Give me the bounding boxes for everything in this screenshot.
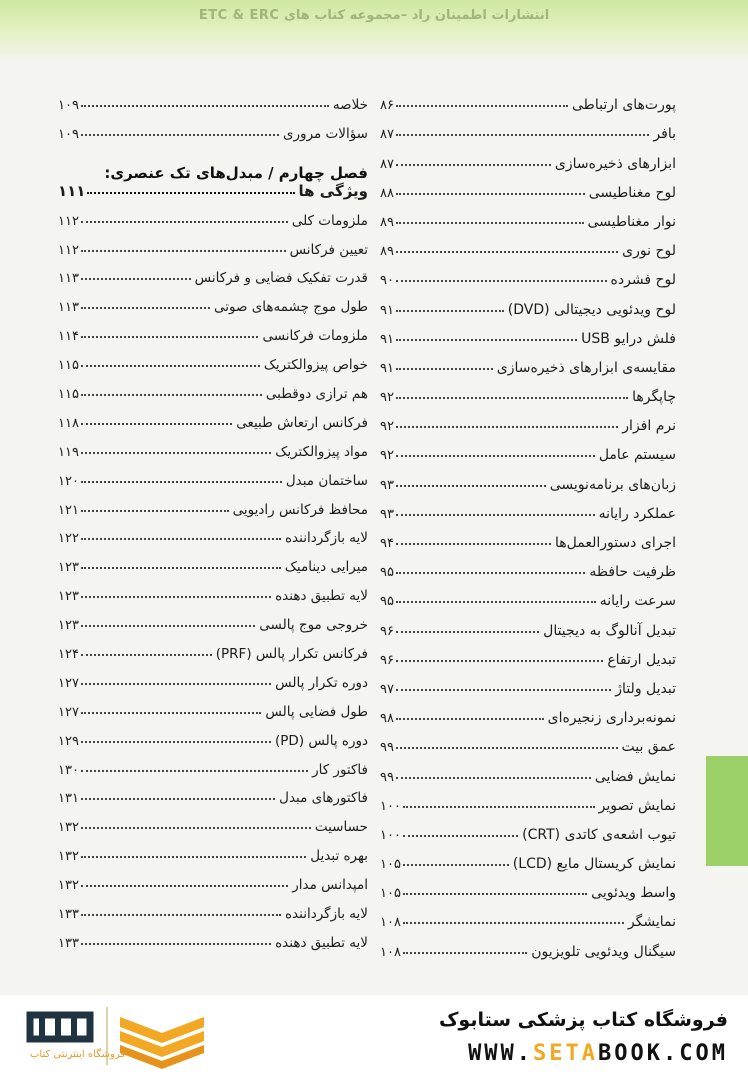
dot-leader: [396, 485, 546, 487]
toc-entry-page: ۹۰: [380, 273, 394, 289]
toc-entry-page: ۸۷: [380, 127, 394, 143]
toc-entry-page: ۸۸: [380, 185, 394, 201]
toc-entry: [380, 434, 676, 463]
toc-entry: [58, 662, 368, 691]
toc-entry-page: ۹۱: [380, 331, 394, 347]
toc-entry-page: ۱۳۱: [58, 791, 79, 807]
toc-entry-title: هم ترازی دوقطبی: [265, 386, 368, 403]
toc-entry-title: فاکتور کار: [312, 761, 368, 778]
toc-entry-title: عملکرد رایانه: [598, 505, 676, 522]
toc-entry: [380, 609, 676, 638]
url-suffix: BOOK.COM: [598, 1041, 728, 1066]
toc-entry: [380, 522, 676, 551]
dot-leader: [403, 893, 587, 895]
toc-entry-page: ۹۶: [380, 652, 394, 668]
toc-entry-page: ۱۱۳: [58, 271, 79, 287]
toc-entry-page: ۱۳۲: [58, 849, 79, 865]
dot-leader: [81, 510, 229, 512]
toc-entry: [380, 697, 676, 726]
dot-leader: [396, 631, 539, 633]
dot-leader: [81, 770, 308, 772]
toc-entry-title: لوح نوری: [622, 243, 676, 260]
toc-left-column: [58, 84, 368, 951]
toc-entry-page: ۸۷: [380, 156, 394, 172]
toc-entry: [58, 633, 368, 662]
toc-entry-title: میرایی دینامیک: [284, 559, 368, 576]
toc-entry: [58, 431, 368, 460]
toc-entry: [380, 726, 676, 755]
toc-entry-page: ۸۹: [380, 244, 394, 260]
toc-entry-title: عمق بیت: [621, 739, 676, 756]
toc-entry-title: خروجی موج پالسی: [259, 617, 368, 634]
toc-entry-title: نمونه‌برداری زنجیره‌ای: [547, 710, 676, 727]
toc-entry: [58, 229, 368, 258]
toc-entry-page: ۱۳۲: [58, 878, 79, 894]
toc-entry-title: محافظ فرکانس رادیویی: [232, 501, 368, 518]
toc-entry: [58, 806, 368, 835]
toc-entry-page: ۱۱۸: [58, 415, 79, 431]
toc-entry-page: ۱۰۵: [380, 886, 401, 902]
toc-entry-page: ۱۱۴: [58, 329, 79, 345]
dot-leader: [396, 718, 544, 720]
toc-entry: [380, 551, 676, 580]
chapter-side-tab: [706, 756, 748, 866]
dot-leader: [81, 741, 271, 743]
dot-leader: [81, 105, 329, 107]
dot-leader: [396, 280, 607, 282]
toc-entry-page: ۹۴: [380, 536, 394, 551]
toc-entry: [380, 785, 676, 814]
toc-entry: [58, 922, 368, 951]
toc-entry-page: ۱۲۷: [58, 675, 79, 691]
toc-entry: [58, 518, 368, 547]
header-title: انتشارات اطمینان راد –مجموعه کتاب های ETC & ERC: [198, 8, 550, 23]
toc-entry-title: تبدیل آنالوگ به دیجیتال: [543, 622, 676, 639]
toc-entry-title: نمایش فضایی: [594, 768, 676, 785]
chapter-title-line1: فصل چهارم / مبدل‌های تک عنصری:: [104, 163, 368, 182]
toc-entry-title: ملزومات کلی: [291, 212, 368, 229]
dot-leader: [81, 336, 259, 338]
dot-leader: [396, 397, 628, 399]
dot-leader: [81, 221, 288, 223]
dot-leader: [396, 514, 595, 516]
dot-leader: [81, 596, 271, 598]
toc-entry: [58, 691, 368, 720]
toc-entry: [380, 814, 676, 843]
toc-entry-page: ۹۹: [380, 740, 394, 756]
dot-leader: [81, 943, 271, 945]
toc-entry-title: نمایش کریستال مایع (LCD): [512, 856, 676, 873]
dot-leader: [81, 423, 232, 425]
toc-entry: [58, 402, 368, 431]
toc-entry-title: نوار مغناطیسی: [587, 213, 676, 230]
toc-entry: [58, 286, 368, 315]
toc-entry: [58, 373, 368, 402]
toc-entry: [58, 258, 368, 287]
toc-entry-title: تعیین فرکانس: [289, 241, 368, 258]
toc-entry-title: سیستم عامل: [598, 447, 676, 464]
toc-entry-title: واسط ویدئویی: [591, 885, 676, 902]
toc-entry-title: ساختمان مبدل: [285, 472, 368, 489]
toc-entry-page: ۱۳۲: [58, 820, 79, 836]
toc-entry: [380, 142, 676, 171]
dot-leader: [81, 856, 306, 858]
toc-entry-title: چاپگرها: [632, 389, 676, 406]
dot-leader: [81, 365, 260, 367]
dot-leader: [396, 222, 584, 224]
dot-leader: [396, 572, 585, 574]
toc-entry-title: اجرای دستورالعمل‌ها: [554, 535, 676, 551]
toc-entry-title: نرم افزار: [622, 418, 676, 435]
toc-entry-page: ۱۰۸: [380, 915, 401, 931]
toc-entry: [380, 201, 676, 230]
chapter-title-line2: ویژگی ها: [298, 181, 368, 200]
toc-entry: [58, 893, 368, 922]
dot-leader: [396, 747, 618, 749]
toc-entry-page: ۱۱۵: [58, 387, 79, 403]
footer-banner: [0, 995, 748, 1079]
toc-entry-page: ۱۲۴: [58, 647, 79, 663]
dot-leader: [81, 625, 255, 627]
dot-leader: [403, 864, 509, 866]
toc-entry: [58, 315, 368, 344]
dot-leader: [81, 683, 271, 685]
dot-leader: [396, 134, 649, 136]
dot-leader: [81, 885, 288, 887]
toc-entry-page: ۱۲۷: [58, 704, 79, 720]
toc-entry: [380, 318, 676, 347]
dot-leader: [396, 601, 596, 603]
dot-leader: [81, 307, 210, 309]
dot-leader: [396, 689, 611, 691]
toc-entry-page: ۹۵: [380, 594, 394, 610]
toc-entry-page: ۱۰۹: [58, 97, 79, 113]
dot-leader: [81, 798, 275, 800]
toc-entry: [380, 84, 676, 113]
toc-entry-page: ۹۶: [380, 623, 394, 639]
toc-entry: [58, 546, 368, 575]
toc-entry: [58, 835, 368, 864]
toc-entry-title: نمایش تصویر: [598, 797, 676, 814]
toc-entry: [58, 749, 368, 778]
toc-entry: [380, 347, 676, 376]
dot-leader: [81, 134, 279, 136]
toc-entry: [58, 575, 368, 604]
toc-entry: [380, 463, 676, 492]
toc-entry: [380, 668, 676, 697]
toc-entry-title: امپدانس مدار: [292, 877, 368, 894]
dot-leader: [403, 922, 624, 924]
toc-entry-title: طول موج چشمه‌های صوتی: [214, 299, 368, 316]
toc-entry-title: فاکتورهای مبدل: [279, 790, 368, 807]
dot-leader: [396, 193, 585, 195]
toc-entry: [380, 405, 676, 434]
dot-leader: [81, 394, 262, 396]
dot-leader: [81, 567, 281, 569]
toc-entry-title: لایه بازگرداننده: [284, 906, 368, 923]
toc-entry: [58, 200, 368, 229]
toc-entry-title: بهره تبدیل: [310, 848, 368, 865]
toc-entry-title: سرعت رایانه: [599, 593, 676, 610]
toc-entry: [380, 259, 676, 288]
toc-entry: [58, 720, 368, 749]
toc-entry-title: فلش درایو USB: [581, 330, 676, 347]
chapter-page-number: ۱۱۱: [58, 181, 86, 200]
dot-leader: [396, 105, 568, 107]
toc-entry-title: ظرفیت حافظه: [589, 564, 676, 581]
toc-entry-title: بافر: [653, 126, 676, 143]
dot-leader: [396, 660, 603, 662]
toc-entry: [58, 84, 368, 113]
toc-entry-title: تیوب اشعه‌ی کاتدی (CRT): [522, 826, 676, 843]
page-header-band: [0, 0, 748, 62]
toc-entry-page: ۹۳: [380, 477, 394, 493]
toc-entry-page: ۹۵: [380, 565, 394, 581]
toc-entry: [380, 639, 676, 668]
toc-entry-page: ۱۳۰: [58, 762, 79, 778]
toc-entry: [380, 872, 676, 901]
toc-entry: [380, 172, 676, 201]
toc-entry-title: سیگنال ویدئویی تلویزیون: [531, 943, 676, 960]
toc-entry: [380, 376, 676, 405]
toc-right-column: [380, 84, 676, 960]
dot-leader: [396, 339, 577, 341]
shop-url[interactable]: [468, 1041, 728, 1066]
toc-entry-page: ۱۰۸: [380, 944, 401, 960]
dot-leader: [396, 543, 551, 545]
toc-entry-page: ۹۹: [380, 769, 394, 785]
toc-entry: [58, 864, 368, 893]
toc-entry: [380, 755, 676, 784]
toc-entry-title: لوح فشرده: [610, 272, 676, 289]
toc-entry-page: ۹۸: [380, 711, 394, 727]
dot-leader: [396, 777, 591, 779]
toc-entry-page: ۱۲۳: [58, 589, 79, 605]
chapter-heading: [58, 142, 368, 200]
toc-entry-page: ۱۲۲: [58, 531, 79, 547]
toc-entry-title: تبدیل ارتفاع: [607, 651, 676, 668]
toc-entry-page: ۱۲۰: [58, 473, 79, 489]
dot-leader: [81, 712, 261, 714]
dot-leader: [403, 952, 527, 954]
toc-entry-title: سؤالات مروری: [282, 125, 368, 142]
toc-entry: [58, 489, 368, 518]
dot-leader: [396, 251, 618, 253]
dot-leader: [403, 806, 595, 808]
toc-entry-title: فرکانس تکرار پالس (PRF): [215, 646, 368, 663]
toc-entry: [58, 778, 368, 807]
toc-entry-page: ۱۱۵: [58, 358, 79, 374]
toc-entry-page: ۱۱۹: [58, 444, 79, 460]
setabook-logo: [22, 1005, 212, 1071]
toc-entry-title: لایه تطبیق دهنده: [275, 588, 368, 605]
toc-entry-title: طول فضایی پالس: [265, 703, 368, 720]
toc-entry-page: ۱۱۲: [58, 213, 79, 229]
toc-entry: [58, 604, 368, 633]
toc-entry: [380, 288, 676, 317]
toc-entry-title: خواص پیزوالکتریک: [263, 357, 368, 374]
toc-entry: [58, 460, 368, 489]
toc-entry-page: ۱۰۹: [58, 126, 79, 142]
toc-entry-page: ۱۲۳: [58, 560, 79, 576]
dot-leader: [81, 452, 271, 454]
toc-entry-page: ۹۳: [380, 506, 394, 522]
toc-entry-title: خلاصه: [332, 96, 368, 113]
dot-leader: [396, 368, 493, 370]
dot-leader: [396, 426, 618, 428]
url-prefix: WWW.: [468, 1041, 534, 1066]
shop-name: فروشگاه کتاب پزشکی ستابوک: [438, 1009, 728, 1031]
dot-leader: [81, 654, 212, 656]
dot-leader: [396, 164, 551, 166]
dot-leader: [81, 914, 281, 916]
dot-leader: [81, 481, 282, 483]
dot-leader: [81, 538, 281, 540]
toc-entry-page: ۱۰۵: [380, 857, 401, 873]
toc-entry-page: ۱۳۳: [58, 935, 79, 951]
toc-entry-page: ۱۳۳: [58, 907, 79, 923]
logo-caption: فروشگاه اینترنتی کتاب: [30, 1049, 126, 1060]
toc-entry-page: ۹۲: [380, 448, 394, 464]
toc-entry-page: ۹۱: [380, 360, 394, 376]
toc-entry-page: ۸۶: [380, 98, 394, 114]
toc-entry-page: ۹۲: [380, 390, 394, 406]
dot-leader: [403, 835, 518, 837]
toc-entry-page: ۱۰۰: [380, 798, 401, 814]
toc-entry-title: قدرت تفکیک فضایی و فرکانس: [194, 270, 368, 287]
toc-entry-title: نمایشگر: [627, 914, 676, 931]
toc-entry-title: حساسیت: [314, 819, 368, 836]
toc-entry: [380, 930, 676, 959]
toc-entry-title: تبدیل ولتاژ: [615, 680, 676, 697]
dot-leader: [81, 827, 311, 829]
toc-entry-page: ۱۲۹: [58, 733, 79, 749]
dot-leader: [81, 278, 191, 280]
toc-entry: [380, 493, 676, 522]
toc-entry-title: لوح ویدئویی دیجیتالی (DVD): [507, 301, 676, 318]
toc-entry-page: ۹۷: [380, 681, 394, 697]
toc-entry-title: ابزارهای ذخیره‌سازی: [554, 155, 676, 172]
toc-entry-title: پورت‌های ارتباطی: [572, 97, 676, 114]
toc-entry-page: ۱۲۳: [58, 618, 79, 634]
toc-entry-page: ۱۲۱: [58, 502, 79, 518]
toc-entry: [380, 843, 676, 872]
dot-leader: [87, 192, 294, 194]
toc-entry-title: فرکانس ارتعاش طبیعی: [236, 414, 368, 431]
toc-entry-page: ۱۱۳: [58, 300, 79, 316]
dot-leader: [396, 455, 595, 457]
toc-entry-title: لایه بازگرداننده: [284, 530, 368, 547]
toc-entry-page: ۱۱۲: [58, 242, 79, 258]
toc-entry-title: دوره پالس (PD): [275, 732, 368, 749]
toc-entry-title: لوح مغناطیسی: [588, 184, 676, 201]
toc-entry-title: زبان‌های برنامه‌نویسی: [549, 476, 676, 493]
toc-entry-title: لایه تطبیق دهنده: [275, 934, 368, 951]
toc-entry: [380, 230, 676, 259]
toc-entry-title: ملزومات فرکانسی: [262, 328, 368, 345]
toc-entry: [58, 344, 368, 373]
toc-entry-page: ۸۹: [380, 214, 394, 230]
toc-entry-title: مقایسه‌ی ابزارهای ذخیره‌سازی: [496, 359, 676, 376]
toc-entry-title: دوره تکرار پالس: [275, 674, 368, 691]
dot-leader: [396, 310, 504, 312]
toc-entry-title: مواد پیزوالکتریک: [275, 443, 368, 460]
toc-entry-page: ۹۲: [380, 419, 394, 435]
toc-entry-page: ۱۰۰: [380, 827, 401, 843]
toc-entry-page: ۹۱: [380, 302, 394, 318]
toc-entry: [380, 580, 676, 609]
toc-entry: [380, 113, 676, 142]
url-accent: SETA: [533, 1041, 599, 1066]
toc-entry: [380, 901, 676, 930]
dot-leader: [81, 250, 286, 252]
toc-entry: [58, 113, 368, 142]
